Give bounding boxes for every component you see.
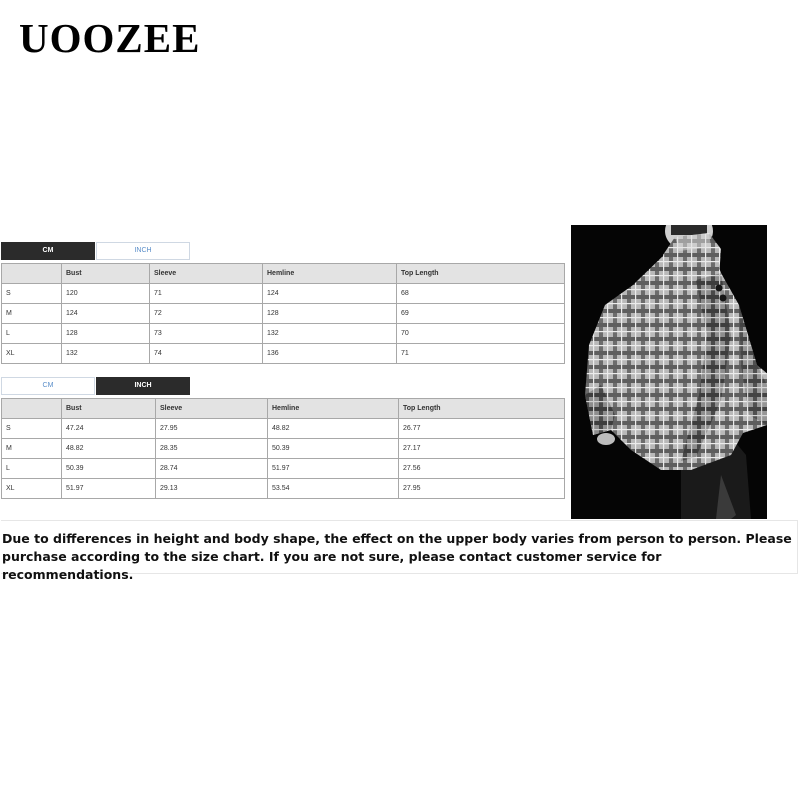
hemline-value: 51.97 bbox=[268, 459, 399, 479]
sleeve-value: 73 bbox=[150, 324, 263, 344]
top-length-value: 70 bbox=[397, 324, 565, 344]
hemline-value: 128 bbox=[263, 304, 397, 324]
table-header-row bbox=[2, 399, 565, 419]
table-row bbox=[2, 324, 565, 344]
header-sleeve: Sleeve bbox=[156, 399, 268, 419]
table-row bbox=[2, 459, 565, 479]
header-sleeve: Sleeve bbox=[150, 264, 263, 284]
header-top-length: Top Length bbox=[399, 399, 565, 419]
hemline-value: 53.54 bbox=[268, 479, 399, 499]
size-label: S bbox=[2, 419, 62, 439]
bust-value: 128 bbox=[62, 324, 150, 344]
bust-value: 51.97 bbox=[62, 479, 156, 499]
size-label: L bbox=[2, 324, 62, 344]
sleeve-value: 71 bbox=[150, 284, 263, 304]
tab-inch[interactable]: INCH bbox=[96, 242, 190, 260]
product-photo-illustration bbox=[571, 225, 767, 519]
bust-value: 120 bbox=[62, 284, 150, 304]
top-length-value: 71 bbox=[397, 344, 565, 364]
brand-logo: UOOZEE bbox=[19, 15, 201, 61]
unit-tabs-inch-section bbox=[1, 377, 190, 395]
header-bust: Bust bbox=[62, 264, 150, 284]
sleeve-value: 28.74 bbox=[156, 459, 268, 479]
bust-value: 50.39 bbox=[62, 459, 156, 479]
table-header-row bbox=[2, 264, 565, 284]
product-photo bbox=[571, 225, 767, 519]
sleeve-value: 29.13 bbox=[156, 479, 268, 499]
bust-value: 132 bbox=[62, 344, 150, 364]
table-row bbox=[2, 304, 565, 324]
header-size bbox=[2, 264, 62, 284]
header-hemline: Hemline bbox=[263, 264, 397, 284]
table-row bbox=[2, 479, 565, 499]
top-length-value: 68 bbox=[397, 284, 565, 304]
size-label: L bbox=[2, 459, 62, 479]
table-row bbox=[2, 344, 565, 364]
header-hemline: Hemline bbox=[268, 399, 399, 419]
top-length-value: 27.17 bbox=[399, 439, 565, 459]
sleeve-value: 74 bbox=[150, 344, 263, 364]
hemline-value: 132 bbox=[263, 324, 397, 344]
header-size bbox=[2, 399, 62, 419]
tab-cm[interactable]: CM bbox=[1, 242, 95, 260]
bust-value: 124 bbox=[62, 304, 150, 324]
size-table-inch bbox=[1, 398, 565, 499]
size-disclaimer-note: Due to differences in height and body shape, the effect on the upper body varies from person to person. Please purchase according to the size chart. If you are not sure, please contact customer service for recommendations. bbox=[1, 520, 798, 574]
hemline-value: 136 bbox=[263, 344, 397, 364]
header-bust: Bust bbox=[62, 399, 156, 419]
size-label: XL bbox=[2, 344, 62, 364]
table-row bbox=[2, 439, 565, 459]
sleeve-value: 27.95 bbox=[156, 419, 268, 439]
table-row bbox=[2, 284, 565, 304]
hemline-value: 124 bbox=[263, 284, 397, 304]
table-row bbox=[2, 419, 565, 439]
size-label: M bbox=[2, 439, 62, 459]
tab-inch[interactable]: INCH bbox=[96, 377, 190, 395]
tab-cm[interactable]: CM bbox=[1, 377, 95, 395]
bust-value: 48.82 bbox=[62, 439, 156, 459]
size-label: S bbox=[2, 284, 62, 304]
hemline-value: 48.82 bbox=[268, 419, 399, 439]
top-length-value: 26.77 bbox=[399, 419, 565, 439]
sleeve-value: 72 bbox=[150, 304, 263, 324]
size-label: M bbox=[2, 304, 62, 324]
size-table-cm bbox=[1, 263, 565, 364]
size-label: XL bbox=[2, 479, 62, 499]
sleeve-value: 28.35 bbox=[156, 439, 268, 459]
top-length-value: 27.56 bbox=[399, 459, 565, 479]
top-length-value: 69 bbox=[397, 304, 565, 324]
unit-tabs-cm-section bbox=[1, 242, 190, 260]
top-length-value: 27.95 bbox=[399, 479, 565, 499]
header-top-length: Top Length bbox=[397, 264, 565, 284]
bust-value: 47.24 bbox=[62, 419, 156, 439]
hemline-value: 50.39 bbox=[268, 439, 399, 459]
